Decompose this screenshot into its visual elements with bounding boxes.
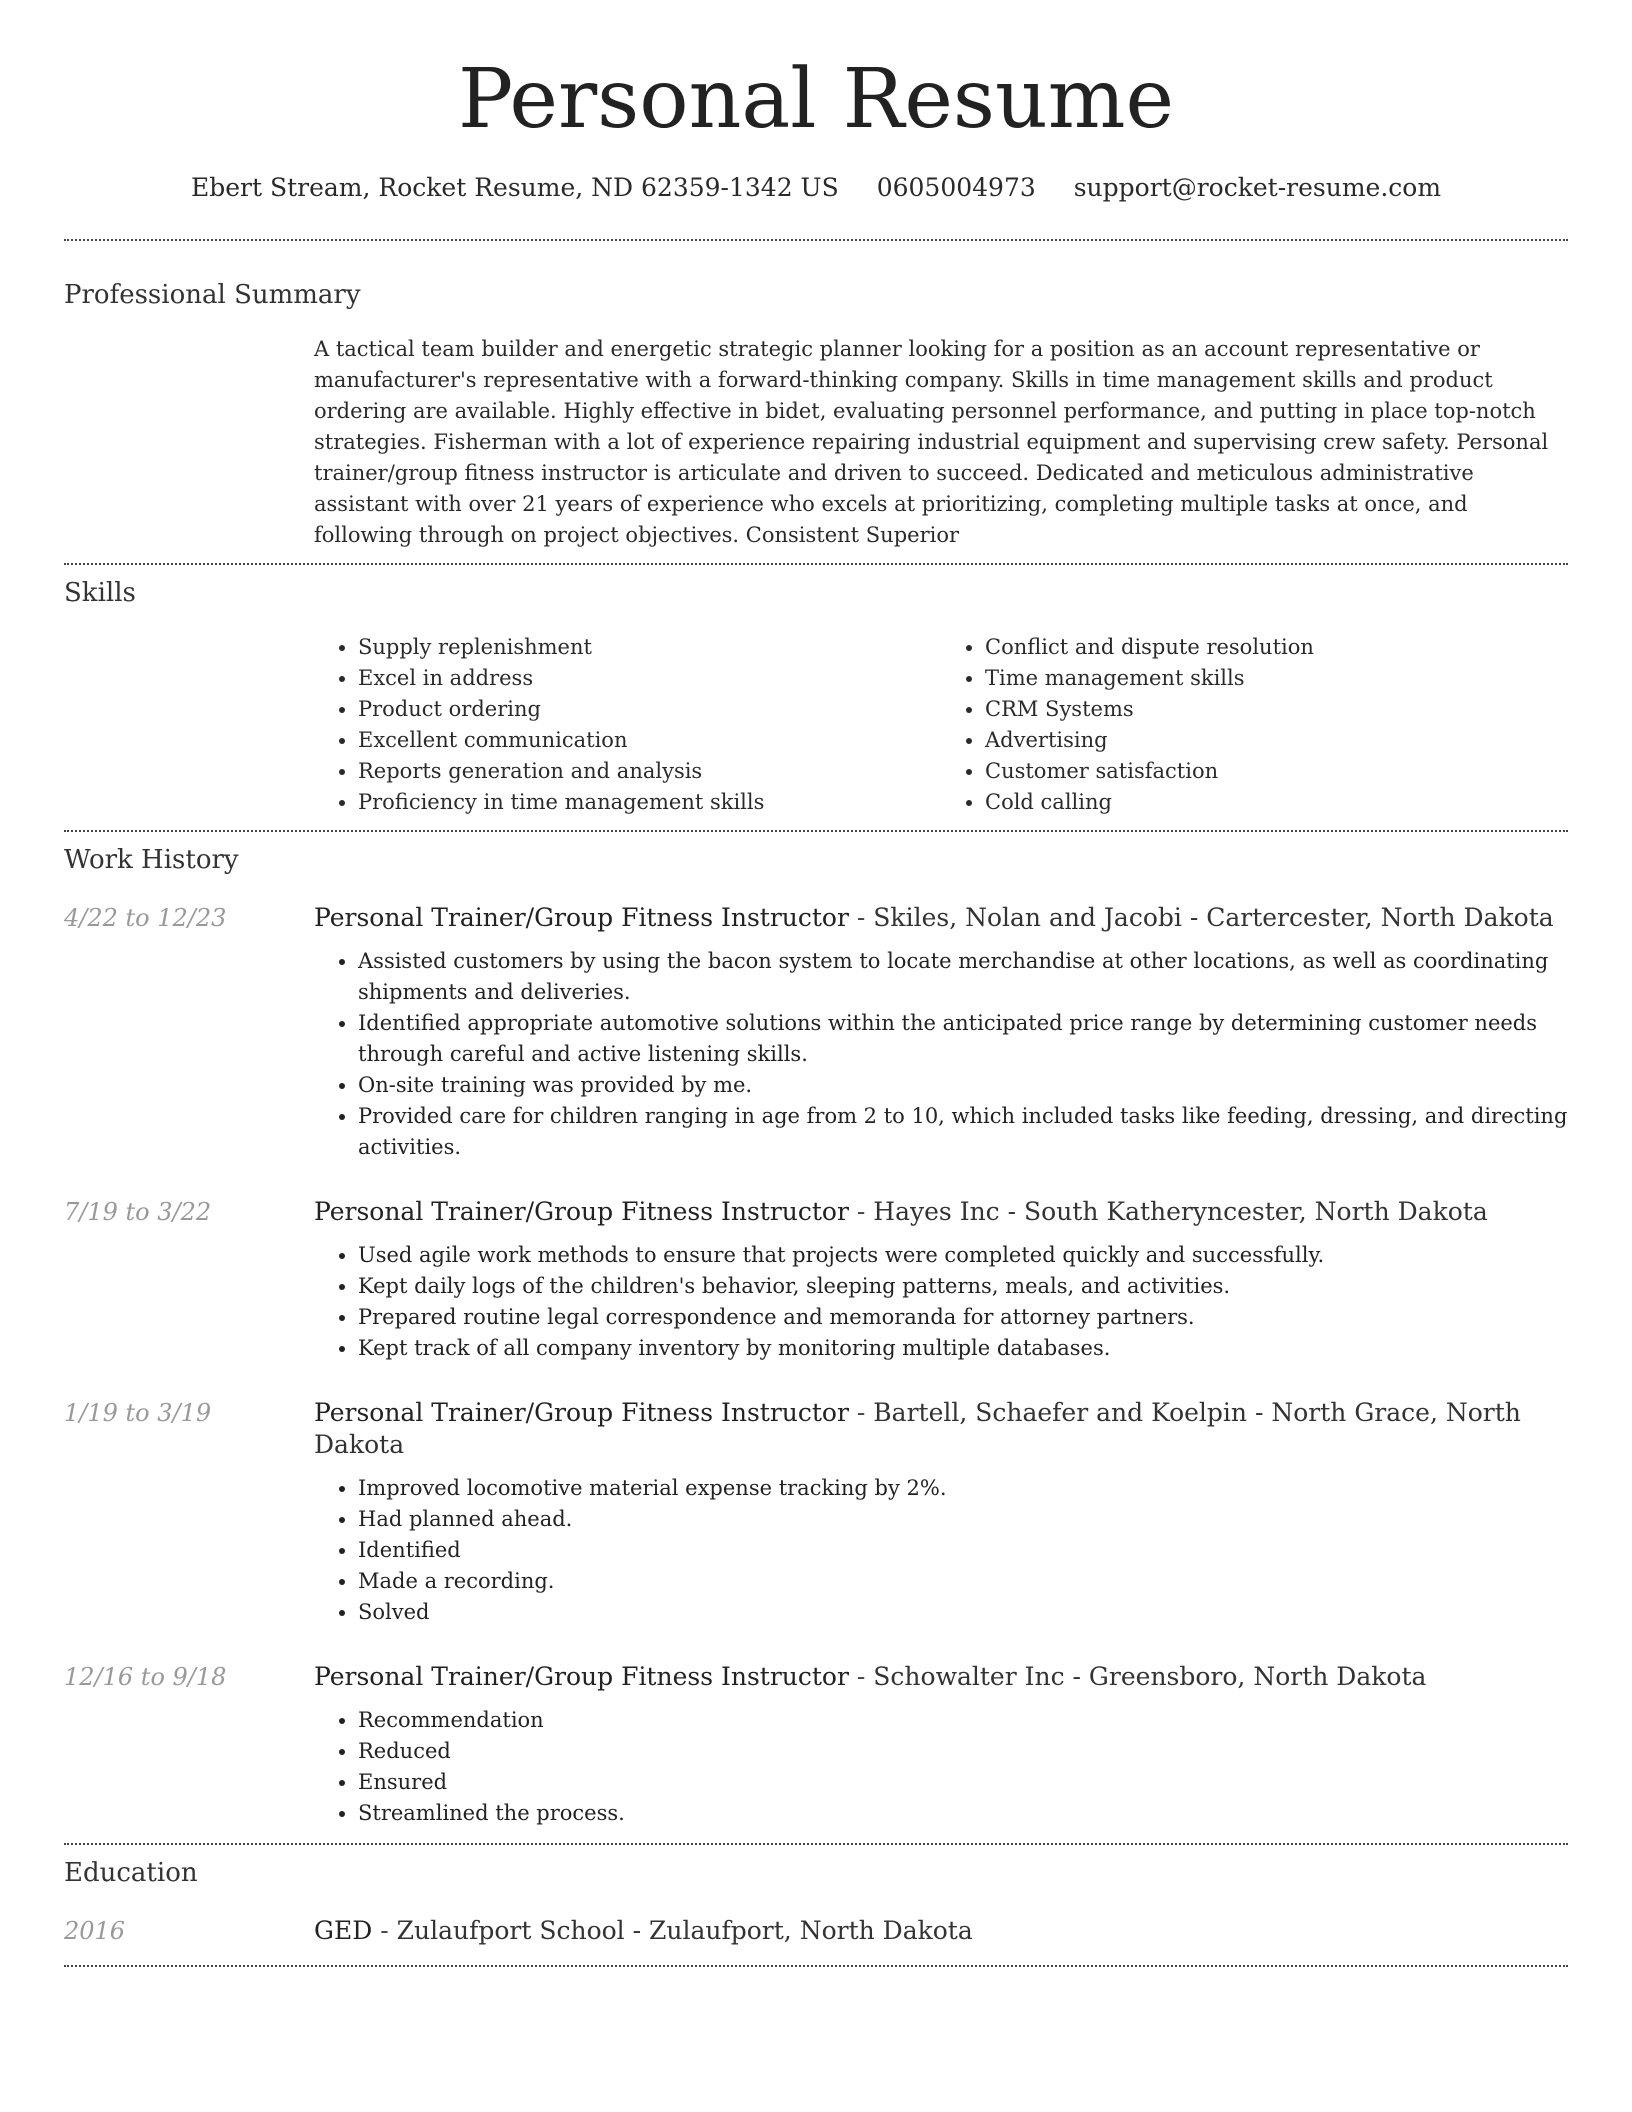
job-bullet: • Improved locomotive material expense tracking by 2%.: [358, 1473, 1568, 1504]
job-bullet: • Reduced: [358, 1736, 1568, 1767]
job-heading: Personal Trainer/Group Fitness Instructor - Bartell, Schaefer and Koelpin - North Grace, North Dakota: [314, 1398, 1521, 1459]
job-company: Schowalter Inc - Greensboro, North Dakota: [873, 1662, 1427, 1691]
skills-grid: [314, 632, 1568, 818]
skill-item: • Customer satisfaction: [985, 756, 1568, 787]
education-heading: GED - Zulaufport School - Zulaufport, North Dakota: [314, 1916, 973, 1945]
skill-item: • CRM Systems: [985, 694, 1568, 725]
job-entry: [64, 1661, 1568, 1829]
work-section: [64, 832, 1568, 1829]
job-entry: [64, 1196, 1568, 1364]
skill-item: • Time management skills: [985, 663, 1568, 694]
job-bullet: • Streamlined the process.: [358, 1798, 1568, 1829]
skill-item: • Excel in address: [358, 663, 941, 694]
job-entry: [64, 902, 1568, 1163]
section-title-education: Education: [64, 1858, 198, 1888]
section-title-work: Work History: [64, 845, 239, 875]
job-bullet: • On-site training was provided by me.: [358, 1070, 1568, 1101]
job-bullets: [314, 1240, 1568, 1364]
skill-item: • Advertising: [985, 725, 1568, 756]
skills-list-left: [314, 632, 941, 818]
job-bullet: • Used agile work methods to ensure that projects were completed quickly and successfully.: [358, 1240, 1568, 1271]
skill-item: • Supply replenishment: [358, 632, 941, 663]
job-bullet: • Prepared routine legal correspondence and memoranda for attorney partners.: [358, 1302, 1568, 1333]
job-company: Hayes Inc - South Katheryncester, North Dakota: [873, 1197, 1488, 1226]
job-bullet: • Ensured: [358, 1767, 1568, 1798]
divider: [64, 1965, 1568, 1967]
job-heading: Personal Trainer/Group Fitness Instructor - Skiles, Nolan and Jacobi - Cartercester, North Dakota: [314, 903, 1554, 932]
job-bullet: • Recommendation: [358, 1705, 1568, 1736]
job-dates: 12/16 to 9/18: [64, 1663, 227, 1691]
job-company: Skiles, Nolan and Jacobi - Cartercester, North Dakota: [873, 903, 1554, 932]
job-bullets: [314, 1473, 1568, 1628]
skill-item: • Conflict and dispute resolution: [985, 632, 1568, 663]
job-heading: Personal Trainer/Group Fitness Instructor - Hayes Inc - South Katheryncester, North Dakota: [314, 1197, 1488, 1226]
skill-item: • Reports generation and analysis: [358, 756, 941, 787]
job-title: Personal Trainer/Group Fitness Instructor: [314, 1197, 849, 1226]
skill-item: • Product ordering: [358, 694, 941, 725]
job-title: Personal Trainer/Group Fitness Instructor: [314, 1398, 849, 1427]
summary-text: A tactical team builder and energetic strategic planner looking for a position as an account representative or manufacturer's representative with a forward-thinking company. Skills in time management skills and product ordering are available. Highly effective in bidet, evaluating personnel performance, and putting in place top-notch strategies. Fisherman with a lot of experience repairing industrial equipment and supervising crew safety. Personal trainer/group fitness instructor is articulate and driven to succeed. Dedicated and meticulous administrative assistant with over 21 years of experience who excels at prioritizing, completing multiple tasks at once, and following through on project objectives. Consistent Superior: [314, 337, 1549, 547]
contact-email: support@rocket-resume.com: [1073, 173, 1442, 202]
job-bullets: [314, 1705, 1568, 1829]
job-bullet: • Kept daily logs of the children's behavior, sleeping patterns, meals, and activities.: [358, 1271, 1568, 1302]
education-section: [64, 1845, 1568, 1947]
job-bullet: • Had planned ahead.: [358, 1504, 1568, 1535]
job-bullets: [314, 946, 1568, 1163]
job-dates: 4/22 to 12/23: [64, 904, 227, 932]
job-bullet: • Solved: [358, 1597, 1568, 1628]
job-bullet: • Identified: [358, 1535, 1568, 1566]
contact-phone: 0605004973: [876, 173, 1036, 202]
summary-body: [314, 334, 1568, 551]
skill-item: • Proficiency in time management skills: [358, 787, 941, 818]
resume-page: [64, 0, 1568, 1967]
job-dates: 7/19 to 3/22: [64, 1198, 212, 1226]
summary-section: [64, 241, 1568, 551]
job-bullet: • Provided care for children ranging in age from 2 to 10, which included tasks like feeding, dressing, and directing activities.: [358, 1101, 1568, 1163]
contact-address: Ebert Stream, Rocket Resume, ND 62359-1342 US: [190, 173, 839, 202]
job-dates: 1/19 to 3/19: [64, 1399, 212, 1427]
job-entry: [64, 1397, 1568, 1628]
skill-item: • Excellent communication: [358, 725, 941, 756]
job-title: Personal Trainer/Group Fitness Instructor: [314, 1662, 849, 1691]
job-bullet: • Assisted customers by using the bacon system to locate merchandise at other locations, as well as coordinating shipments and deliveries.: [358, 946, 1568, 1008]
job-bullet: • Kept track of all company inventory by monitoring multiple databases.: [358, 1333, 1568, 1364]
job-bullet: • Made a recording.: [358, 1566, 1568, 1597]
job-bullet: • Identified appropriate automotive solutions within the anticipated price range by determining customer needs through careful and active listening skills.: [358, 1008, 1568, 1070]
resume-title: Personal Resume: [457, 52, 1175, 147]
skills-list-right: [941, 632, 1568, 818]
education-degree: GED: [314, 1916, 373, 1945]
education-school: Zulaufport School - Zulaufport, North Dakota: [396, 1916, 973, 1945]
skills-section: [64, 565, 1568, 818]
job-title: Personal Trainer/Group Fitness Instructor: [314, 903, 849, 932]
job-company: Bartell, Schaefer and Koelpin - North Grace, North Dakota: [314, 1398, 1521, 1459]
education-entry: [64, 1915, 1568, 1947]
contact-line: [64, 172, 1568, 204]
section-title-skills: Skills: [64, 578, 136, 608]
section-title-summary: Professional Summary: [64, 280, 361, 310]
education-year: 2016: [64, 1917, 126, 1945]
skill-item: • Cold calling: [985, 787, 1568, 818]
job-heading: Personal Trainer/Group Fitness Instructor - Schowalter Inc - Greensboro, North Dakota: [314, 1662, 1427, 1691]
